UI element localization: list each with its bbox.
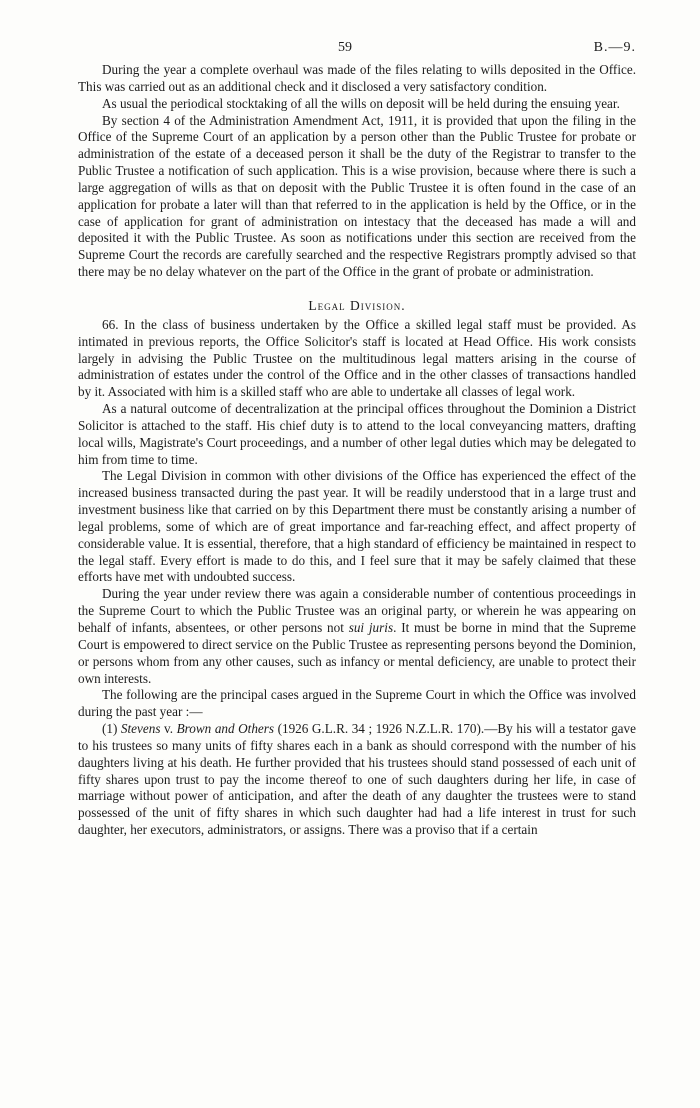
paragraph-increased-business: The Legal Division in common with other divisions of the Office has experienced the effect of the increased business transacted during the past year. It will be readily understood that in a large trust and investment business like that carried on by this Department there must be constantly arising a number of legal problems, some of which are of great importance and far-reaching effect, and affect property of considerable value. It is essential, therefore, that a high standard of efficiency be maintained in respect to the legal staff. Every effort is made to do this, and I feel sure that it may be safely claimed that these efforts have met with undoubted success. [78, 468, 636, 585]
paragraph-contentious-proceedings [78, 586, 636, 687]
paragraph-files-overhaul: During the year a complete overhaul was made of the files relating to wills deposited in the Office. This was carried out as an additional check and it disclosed a very satisfactory condition. [78, 62, 636, 94]
case-party-plaintiff: Stevens [120, 721, 161, 737]
case-party-defendant: Brown and Others [176, 721, 275, 737]
document-body [78, 62, 636, 839]
latin-phrase: sui juris [348, 620, 394, 635]
paragraph-district-solicitor: As a natural outcome of decentralization at the principal offices throughout the Dominion a District Solicitor is attached to the staff. His chief duty is to attend to the local conveyancing matters, drafting local wills, Magistrate's Court proceedings, and a number of other legal duties which may be delegated to him from time to time. [78, 401, 636, 467]
case-number: (1) [102, 721, 121, 737]
paragraph-stocktaking: As usual the periodical stocktaking of all the wills on deposit will be held during the ensuing year. [102, 95, 620, 111]
case-versus: v. [160, 721, 177, 737]
paragraph-legal-staff: 66. In the class of business undertaken by the Office a skilled legal staff must be provided. As intimated in previous reports, the Office Solicitor's staff is located at Head Office. His work consists largely in advising the Public Trustee on the multitudinous legal matters arising in the course of administration of estates under the control of the Office and in the other classes of transactions handled by it. Associated with him is a skilled staff who are able to undertake all classes of legal work. [78, 316, 636, 400]
paragraph-administration-act: By section 4 of the Administration Amendment Act, 1911, it is provided that upon the filing in the Office of the Supreme Court of an application by a person other than the Public Trustee for probate or administration of the estate of a deceased person it shall be the duty of the Registrar to transfer to the Public Trustee a notification of such application. This is a wise provision, because where there is such a large aggregation of wills as that on deposit with the Public Trustee it is often found in the case of an application for probate a later will than that referred to in the application is held by the Office, or in the case of application for grant of administration on intestacy that the deceased has made a will and deposited it with the Public Trustee. As soon as notifications under this section are received from the Supreme Court the records are carefully searched and the respective Registrars promptly advised so that there may be no delay whatever on the part of the Office in the grant of probate or administration. [78, 112, 636, 280]
paragraph-cases-intro: The following are the principal cases argued in the Supreme Court in which the Office was involved during the past year :— [78, 687, 636, 720]
page-header [78, 40, 636, 62]
case-text: —By his will a testator gave to his trustees so many units of fifty shares each in a bank as should correspond with the number of his daughters living at his death. He further provided that his trustees should stand possessed of each unit of fifty shares upon trust to pay the income thereof to one of such daughters during her life, in case of marriage without power of anticipation, and after the death of any daughter the trustees were to stand possessed of the unit of fifty shares in which such daughter had had a life interest in trust for such daughter, her executors, administrators, or assigns. There was a proviso that if a certain [78, 721, 636, 838]
paragraph-case-stevens-v-brown [78, 721, 636, 839]
document-reference: B.—9. [593, 40, 636, 55]
contentious-text-end: . It must be borne in mind that the Supreme Court is empowered to direct service on the Public Trustee as representing persons beyond the Dominion, or persons whom from any other causes, such as infancy or mental deficiency, are unable to protect their own interests. [78, 620, 636, 686]
contentious-text-start: During the year under review there was again a considerable number of contentious proceedings in the Supreme Court to which the Public Trustee was an original party, or wherein he was appearing on behalf of infants, absentees, or other persons not [78, 586, 636, 635]
case-citation: (1926 G.L.R. 34 ; 1926 N.Z.L.R. 170). [274, 721, 485, 737]
page-number: 59 [338, 40, 352, 55]
section-heading-legal-division: Legal Division. [308, 297, 406, 313]
